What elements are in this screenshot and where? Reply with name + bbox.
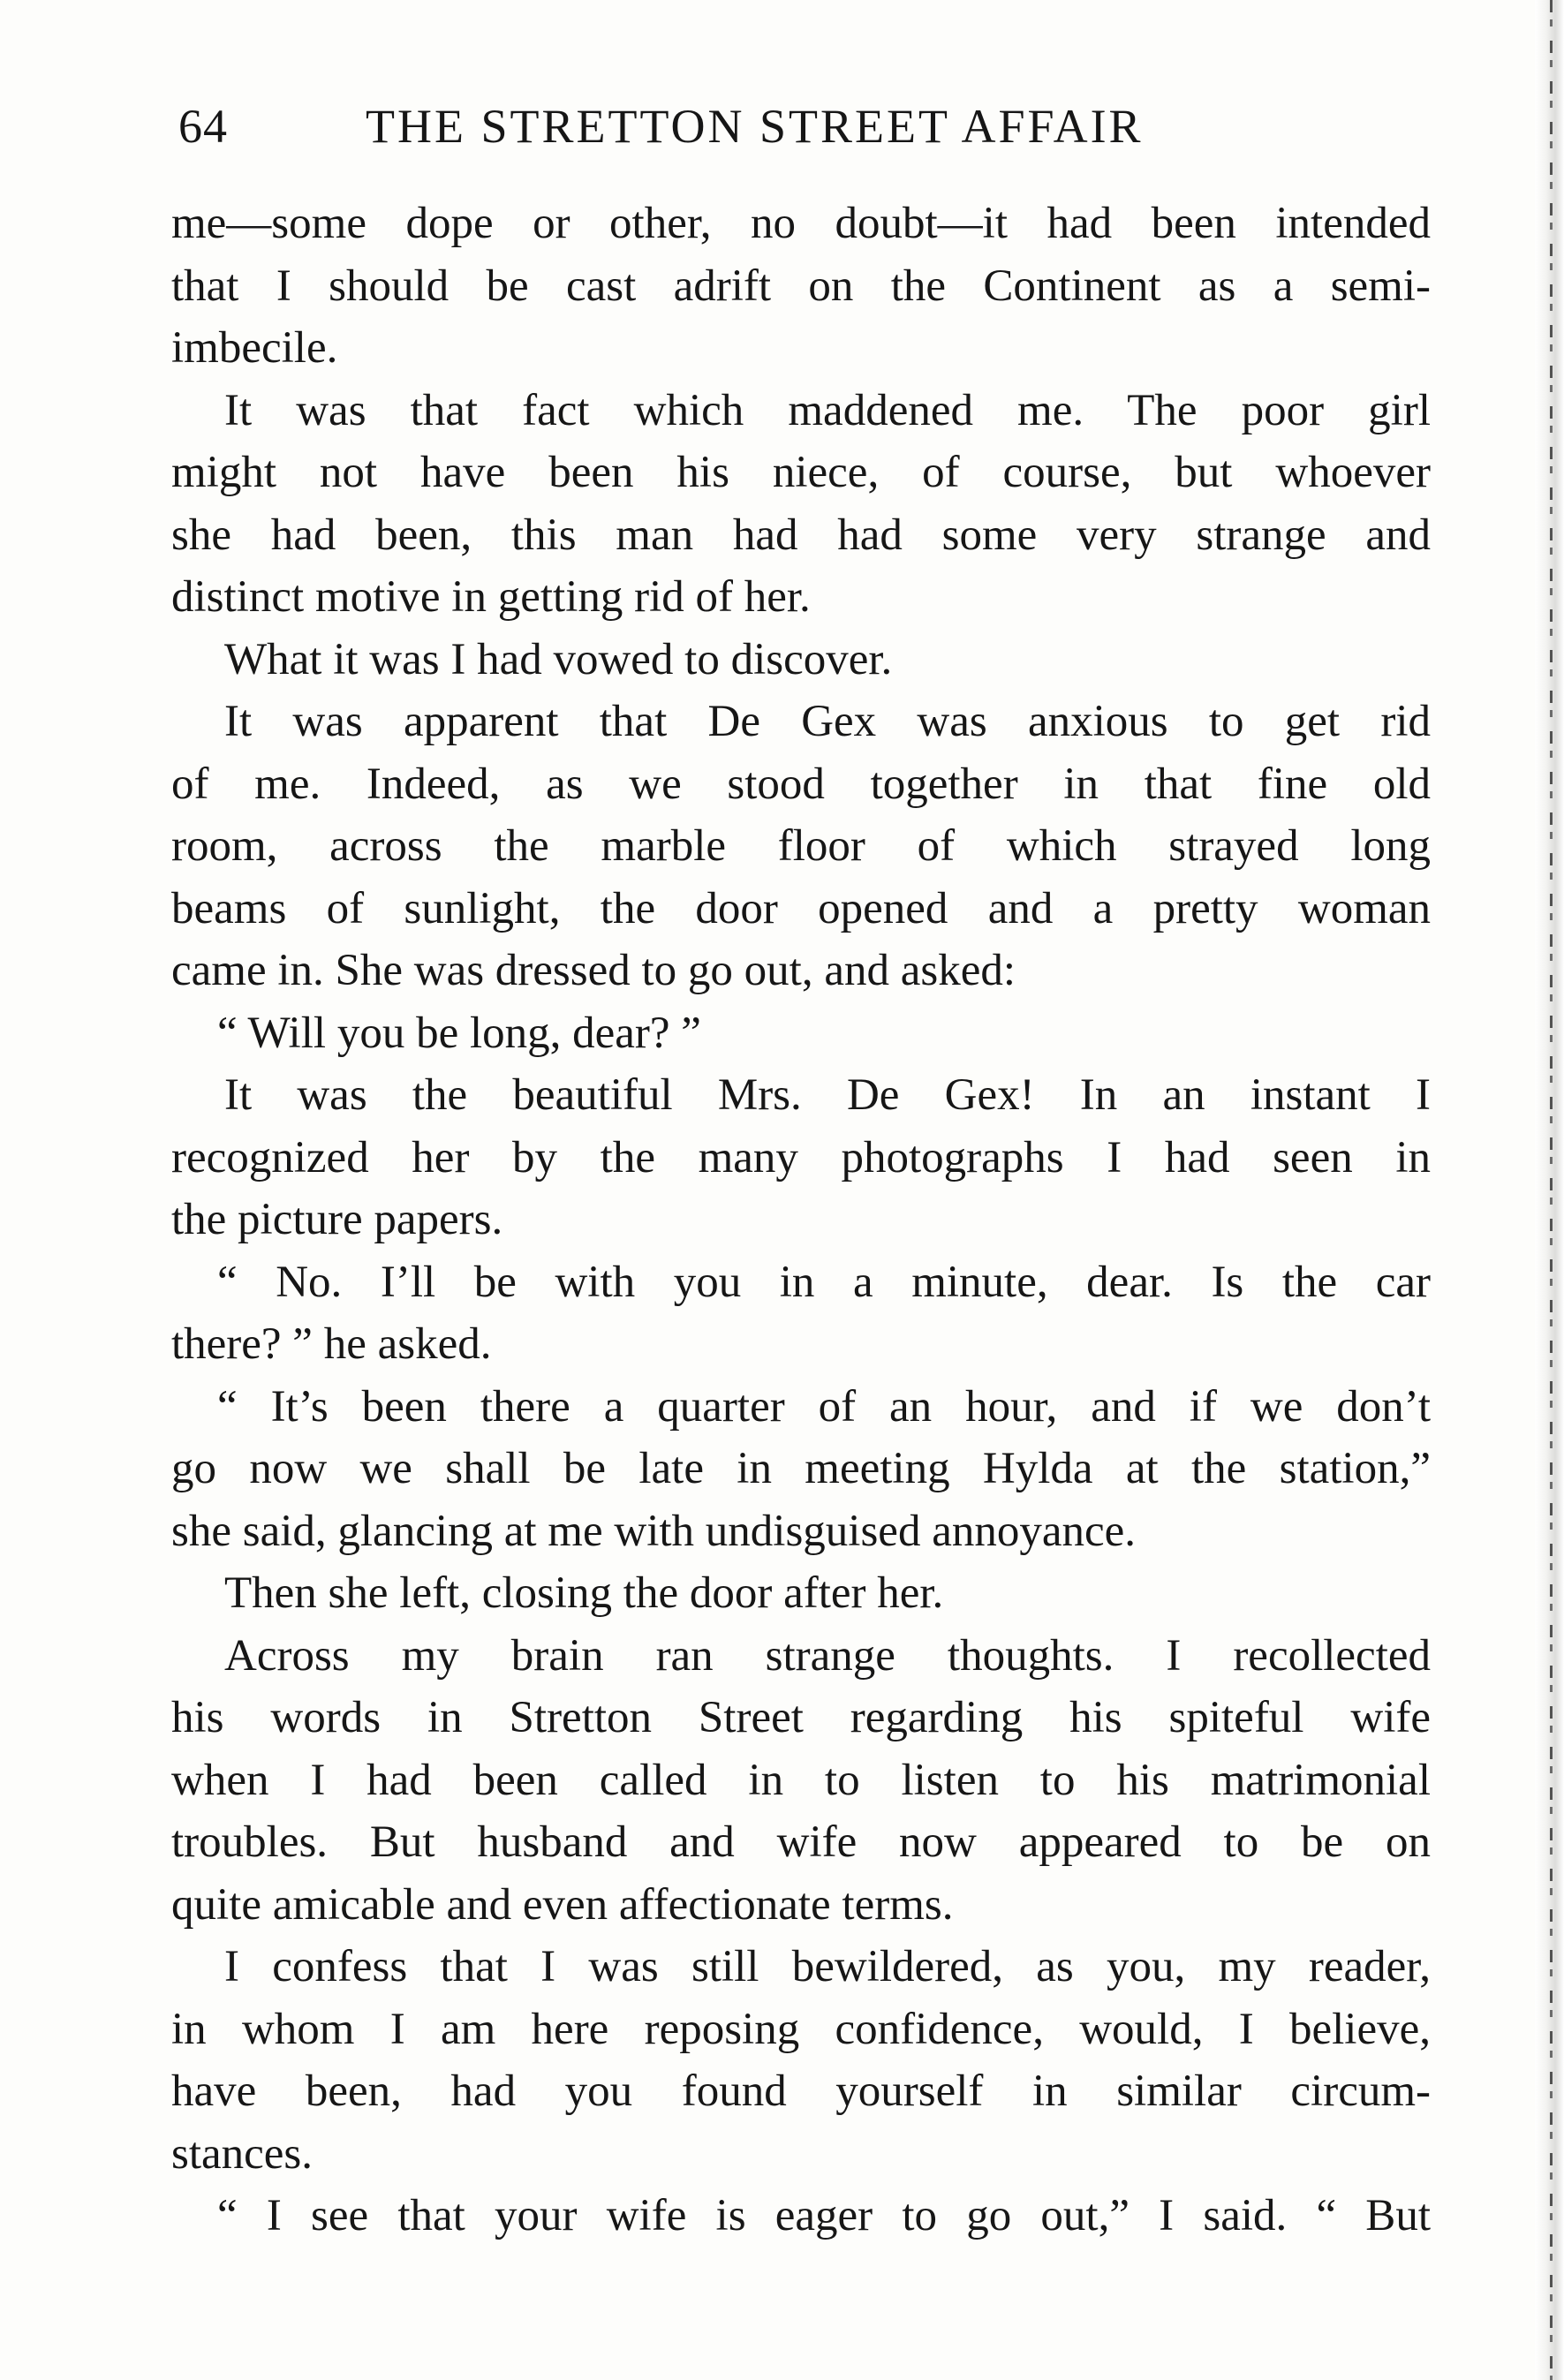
running-head: THE STRETTON STREET AFFAIR: [366, 100, 1144, 153]
text-line: “ It’s been there a quarter of an hour, and if we don’t: [217, 1381, 1431, 1432]
text-line: came in. She was dressed to go out, and asked:: [171, 946, 1016, 995]
text-line: “ No. I’ll be with you in a minute, dear. Is the car: [217, 1257, 1431, 1307]
text-line: go now we shall be late in meeting Hylda at the station,”: [171, 1444, 1431, 1493]
text-line: she had been, this man had had some very strange and: [171, 510, 1431, 560]
text-line: It was that fact which maddened me. The poor girl: [224, 385, 1431, 435]
text-line: quite amicable and even affectionate terms.: [171, 1879, 954, 1930]
text-line: It was the beautiful Mrs. De Gex! In an instant I: [224, 1070, 1431, 1120]
text-line: “ Will you be long, dear? ”: [217, 1008, 701, 1058]
page-header: [178, 99, 1432, 170]
text-line: that I should be cast adrift on the Continent as a semi-: [171, 261, 1431, 311]
text-line: have been, had you found yourself in similar circum-: [171, 2066, 1431, 2116]
text-line: “ I see that your wife is eager to go out,” I said. “ But: [217, 2191, 1431, 2240]
text-line: troubles. But husband and wife now appeared to be on: [171, 1817, 1431, 1867]
text-line: It was apparent that De Gex was anxious to get rid: [224, 697, 1431, 746]
text-line: distinct motive in getting rid of her.: [171, 572, 811, 622]
text-line: stances.: [171, 2128, 314, 2179]
text-line: his words in Stretton Street regarding his spiteful wife: [171, 1693, 1431, 1742]
text-line: beams of sunlight, the door opened and a pretty woman: [171, 883, 1431, 933]
text-line: there? ” he asked.: [171, 1319, 492, 1369]
page-edge-binding: [1550, 0, 1553, 2380]
text-line: might not have been his niece, of course, but whoever: [171, 448, 1431, 497]
text-line: I confess that I was still bewildered, as you, my reader,: [224, 1942, 1431, 1991]
text-line: imbecile.: [171, 323, 338, 373]
body-text: [171, 193, 1431, 2248]
text-line: me—some dope or other, no doubt—it had been intended: [171, 199, 1431, 248]
text-line: in whom I am here reposing confidence, would, I believe,: [171, 2004, 1431, 2054]
text-line: recognized her by the many photographs I had seen in: [171, 1132, 1431, 1182]
text-line: room, across the marble floor of which strayed long: [171, 821, 1431, 871]
text-line: the picture papers.: [171, 1195, 503, 1244]
text-line: Then she left, closing the door after her.: [224, 1568, 944, 1618]
page-number: 64: [178, 100, 228, 153]
text-line: Across my brain ran strange thoughts. I recollected: [224, 1630, 1431, 1681]
text-line: of me. Indeed, as we stood together in that fine old: [171, 759, 1431, 809]
text-line: What it was I had vowed to discover.: [224, 634, 893, 684]
text-line: she said, glancing at me with undisguised annoyance.: [171, 1506, 1136, 1556]
text-line: when I had been called in to listen to his matrimonial: [171, 1755, 1431, 1805]
